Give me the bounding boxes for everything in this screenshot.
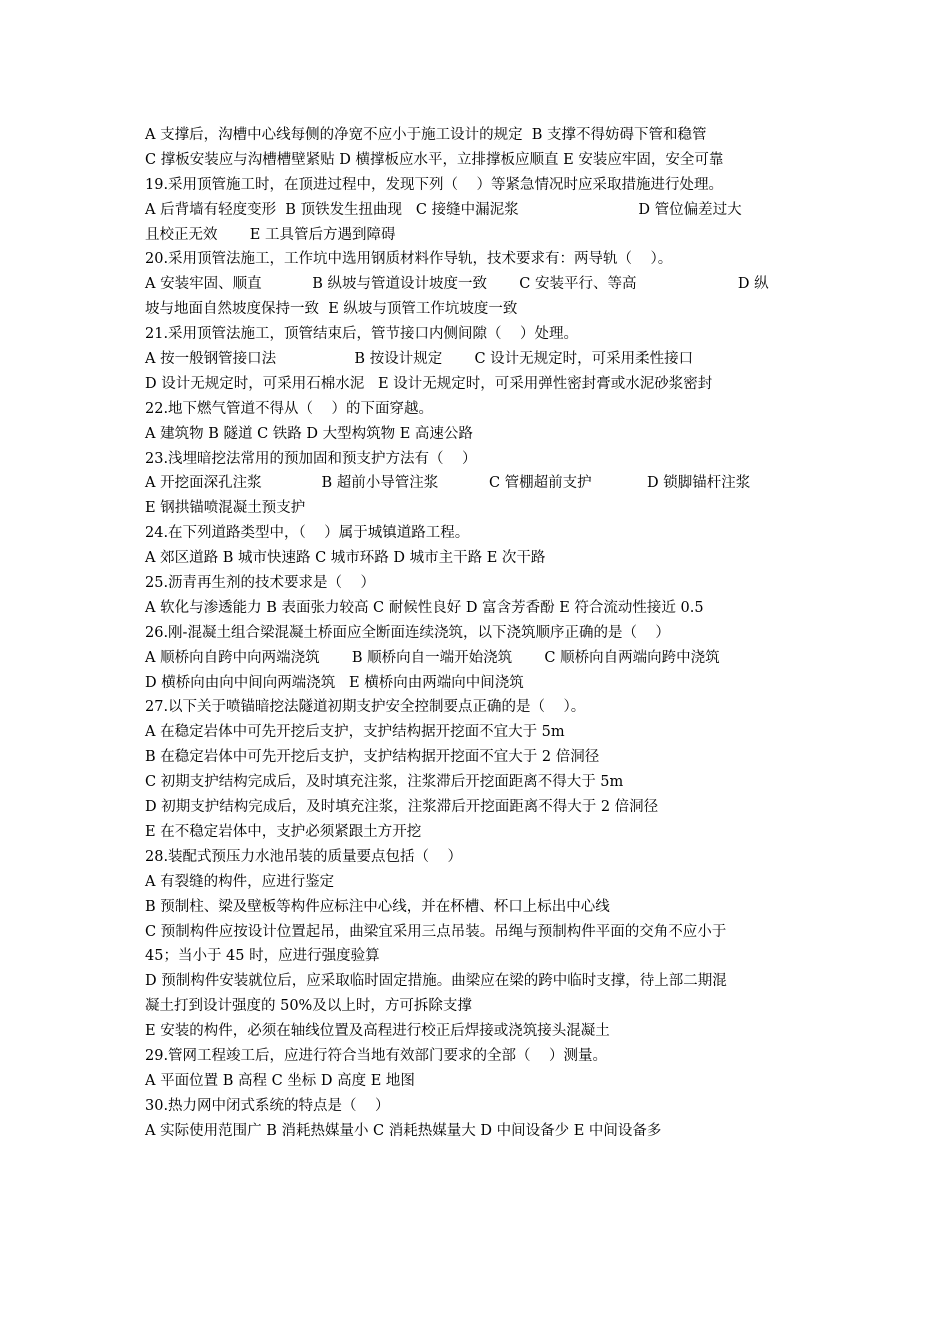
text-line: E 钢拱锚喷混凝土预支护 (145, 500, 306, 517)
text-line: A 郊区道路 B 城市快速路 C 城市环路 D 城市主干路 E 次干路 (145, 550, 546, 567)
question-28: 28.装配式预压力水池吊装的质量要点包括（ ） (145, 848, 462, 865)
text-line: 且校正无效 E 工具管后方遇到障碍 (145, 226, 396, 243)
question-29: 29.管网工程竣工后，应进行符合当地有效部门要求的全部（ ）测量。 (145, 1047, 607, 1064)
text-line: D 初期支护结构完成后，及时填充注浆，注浆滞后开挖面距离不得大于 2 倍洞径 (145, 799, 659, 816)
text-line: 坡与地面自然坡度保持一致 E 纵坡与顶管工作坑坡度一致 (145, 301, 518, 318)
text-line: 45；当小于 45 时，应进行强度验算 (145, 948, 380, 965)
text-line: E 安装的构件，必须在轴线位置及高程进行校正后焊接或浇筑接头混凝土 (145, 1023, 610, 1040)
text-line: C 撑板安装应与沟槽槽壁紧贴 D 横撑板应水平，立排撑板应顺直 E 安装应牢固，安全可靠 (145, 151, 724, 168)
text-line: D 横桥向由向中间向两端浇筑 E 横桥向由两端向中间浇筑 (145, 674, 524, 691)
text-line: A 平面位置 B 高程 C 坐标 D 高度 E 地图 (145, 1072, 415, 1089)
text-line: A 支撑后，沟槽中心线每侧的净宽不应小于施工设计的规定 B 支撑不得妨碍下管和稳管 (145, 127, 707, 143)
question-30: 30.热力网中闭式系统的特点是（ ） (145, 1097, 390, 1114)
question-21: 21.采用顶管法施工，顶管结束后，管节接口内侧间隙（ ）处理。 (145, 326, 578, 343)
question-20: 20.采用顶管法施工，工作坑中选用钢质材料作导轨，技术要求有：两导轨（ ）。 (145, 251, 673, 268)
text-line: A 软化与渗透能力 B 表面张力较高 C 耐候性良好 D 富含芳香酚 E 符合流动性接近 0.5 (145, 599, 704, 616)
text-line: A 顺桥向自跨中向两端浇筑 B 顺桥向自一端开始浇筑 C 顺桥向自两端向跨中浇筑 (145, 649, 720, 666)
question-22: 22.地下燃气管道不得从（ ）的下面穿越。 (145, 400, 433, 417)
question-19: 19.采用顶管施工时，在顶进过程中，发现下列（ ）等紧急情况时应采取措施进行处理。 (145, 176, 723, 193)
text-line: B 预制柱、梁及壁板等构件应标注中心线，并在杯槽、杯口上标出中心线 (145, 898, 610, 915)
text-line: D 预制构件安装就位后，应采取临时固定措施。曲梁应在梁的跨中临时支撑，待上部二期混 (145, 973, 727, 990)
text-line: 凝土打到设计强度的 50%及以上时，方可拆除支撑 (145, 998, 472, 1015)
text-line: A 实际使用范围广 B 消耗热媒量小 C 消耗热媒量大 D 中间设备少 E 中间设备多 (145, 1122, 662, 1139)
question-27: 27.以下关于喷锚暗挖法隧道初期支护安全控制要点正确的是（ ）。 (145, 699, 586, 716)
text-line: A 在稳定岩体中可先开挖后支护，支护结构据开挖面不宜大于 5m (145, 724, 565, 741)
text-line: B 在稳定岩体中可先开挖后支护，支护结构据开挖面不宜大于 2 倍洞径 (145, 749, 600, 766)
document-page (145, 123, 807, 1144)
text-line: C 初期支护结构完成后，及时填充注浆，注浆滞后开挖面距离不得大于 5m (145, 774, 624, 791)
text-line: D 设计无规定时，可采用石棉水泥 E 设计无规定时，可采用弹性密封膏或水泥砂浆密封 (145, 375, 713, 392)
text-line: A 按一般钢管接口法 B 按设计规定 C 设计无规定时，可采用柔性接口 (145, 351, 694, 368)
question-25: 25.沥青再生剂的技术要求是（ ） (145, 575, 375, 592)
text-line: A 有裂缝的构件，应进行鉴定 (145, 873, 335, 890)
question-24: 24.在下列道路类型中，（ ）属于城镇道路工程。 (145, 525, 470, 542)
text-line: A 开挖面深孔注浆 B 超前小导管注浆 C 管棚超前支护 D 锁脚锚杆注浆 (145, 475, 751, 492)
text-line: A 安装牢固、顺直 B 纵坡与管道设计坡度一致 C 安装平行、等高 D 纵 (145, 276, 769, 293)
text-line: C 预制构件应按设计位置起吊，曲梁宜采用三点吊装。吊绳与预制构件平面的交角不应小于 (145, 923, 727, 940)
text-line: A 后背墙有轻度变形 B 顶铁发生扭曲现 C 接缝中漏泥浆 D 管位偏差过大 (145, 201, 742, 218)
text-line: E 在不稳定岩体中，支护必须紧跟土方开挖 (145, 823, 422, 840)
question-26: 26.刚-混凝土组合梁混凝土桥面应全断面连续浇筑，以下浇筑顺序正确的是（ ） (145, 624, 670, 641)
question-23: 23.浅埋暗挖法常用的预加固和预支护方法有（ ） (145, 450, 477, 467)
text-line: A 建筑物 B 隧道 C 铁路 D 大型构筑物 E 高速公路 (145, 425, 473, 442)
